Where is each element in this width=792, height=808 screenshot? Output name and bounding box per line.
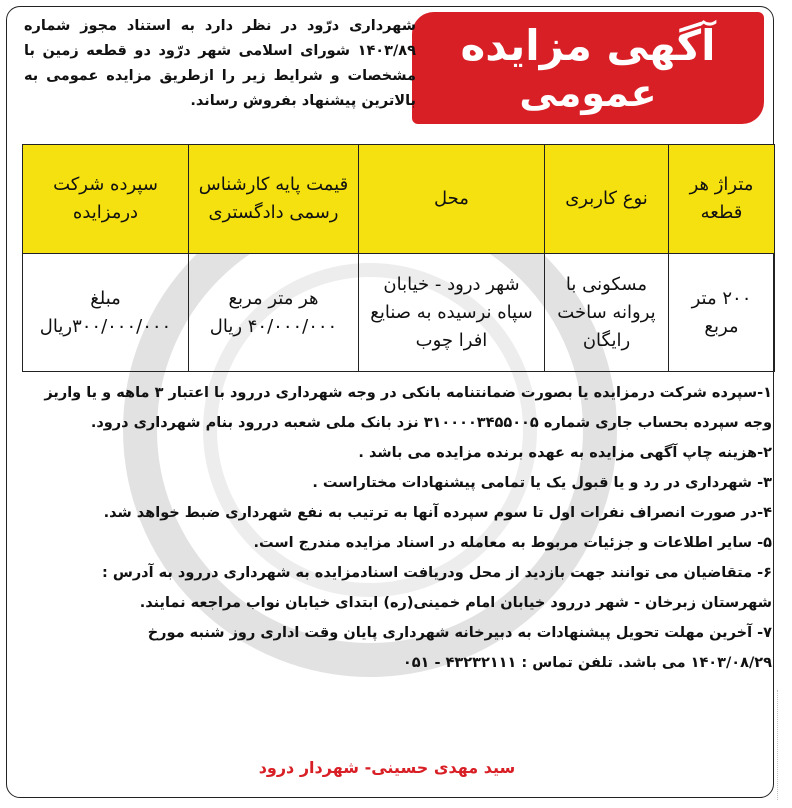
clause-3: ۳- شهرداری در رد و یا قبول یک یا تمامی پیشنهادات مختاراست . <box>312 475 772 491</box>
cell-base-price: هر متر مربع ۴۰/۰۰۰/۰۰۰ ریال <box>189 254 359 372</box>
clause-6-line-1: ۶- متقاضیان می توانند جهت بازدید از محل ودریافت اسنادمزایده به شهرداری دررود به آدرس : <box>101 565 772 581</box>
title-line-2: عمومی <box>519 71 657 115</box>
table-header-row <box>23 145 775 254</box>
signature: سید مهدی حسینی- شهردار درود <box>258 758 516 777</box>
cell-usage-type: مسکونی با پروانه ساخت رایگان <box>545 254 669 372</box>
header-usage-type: نوع کاربری <box>545 145 669 254</box>
clause-5: ۵- سایر اطلاعات و جزئیات مربوط به معامله در اسناد مزایده مندرج است. <box>253 535 772 551</box>
header-deposit: سپرده شرکت درمزایده <box>23 145 189 254</box>
clause-1-line-1: ۱-سپرده شرکت درمزایده یا بصورت ضمانتنامه بانکی در وجه شهرداری دررود با اعتبار ۳ ماهه و یا واریز <box>44 385 772 401</box>
cell-deposit: مبلغ ۳۰۰/۰۰۰/۰۰۰ریال <box>23 254 189 372</box>
table-row <box>23 254 775 372</box>
title-banner <box>412 12 764 124</box>
header-location: محل <box>359 145 545 254</box>
header-plot-area: متراژ هر قطعه <box>669 145 775 254</box>
side-print-mark <box>777 690 790 800</box>
intro-paragraph: شهرداری درّود در نظر دارد به استناد مجوز شماره ۱۴۰۳/۸۹ شورای اسلامی شهر درّود دو قطعه زمین با مشخصات و شرایط زیر را ازطریق مزایده عمومی به بالاترین پیشنهاد بفروش رساند. <box>24 18 416 109</box>
clause-1-line-2: وجه سپرده بحساب جاری شماره ۳۱۰۰۰۰۳۴۵۵۰۰۵ نزد بانک ملی شعبه دررود بنام شهرداری درود. <box>90 415 772 431</box>
clause-6-line-2: شهرستان زبرخان - شهر دررود خیابان امام خمینی(ره) ابتدای خیابان نواب مراجعه نمایند. <box>139 595 772 611</box>
header-base-price: قیمت پایه کارشناس رسمی دادگستری <box>189 145 359 254</box>
clause-7-line-2: ۱۴۰۳/۰۸/۲۹ می باشد. تلفن تماس : ۴۳۲۳۲۱۱۱ - ۰۵۱ <box>402 655 772 671</box>
cell-location: شهر درود - خیابان سپاه نرسیده به صنایع افرا چوب <box>359 254 545 372</box>
clause-4: ۴-در صورت انصراف نفرات اول تا سوم سپرده آنها به ترتیب به نفع شهرداری ضبط خواهد شد. <box>103 505 772 521</box>
auction-table <box>22 144 775 372</box>
terms-list <box>14 378 772 678</box>
title-line-1: آگهی مزایده <box>460 21 716 70</box>
clause-7-line-1: ۷- آخرین مهلت تحویل پیشنهادات به دبیرخانه شهرداری پایان وقت اداری روز شنبه مورخ <box>147 625 772 641</box>
clause-2: ۲-هزینه چاپ آگهی مزایده به عهده برنده مزایده می باشد . <box>358 445 772 461</box>
cell-plot-area: ۲۰۰ متر مربع <box>669 254 775 372</box>
